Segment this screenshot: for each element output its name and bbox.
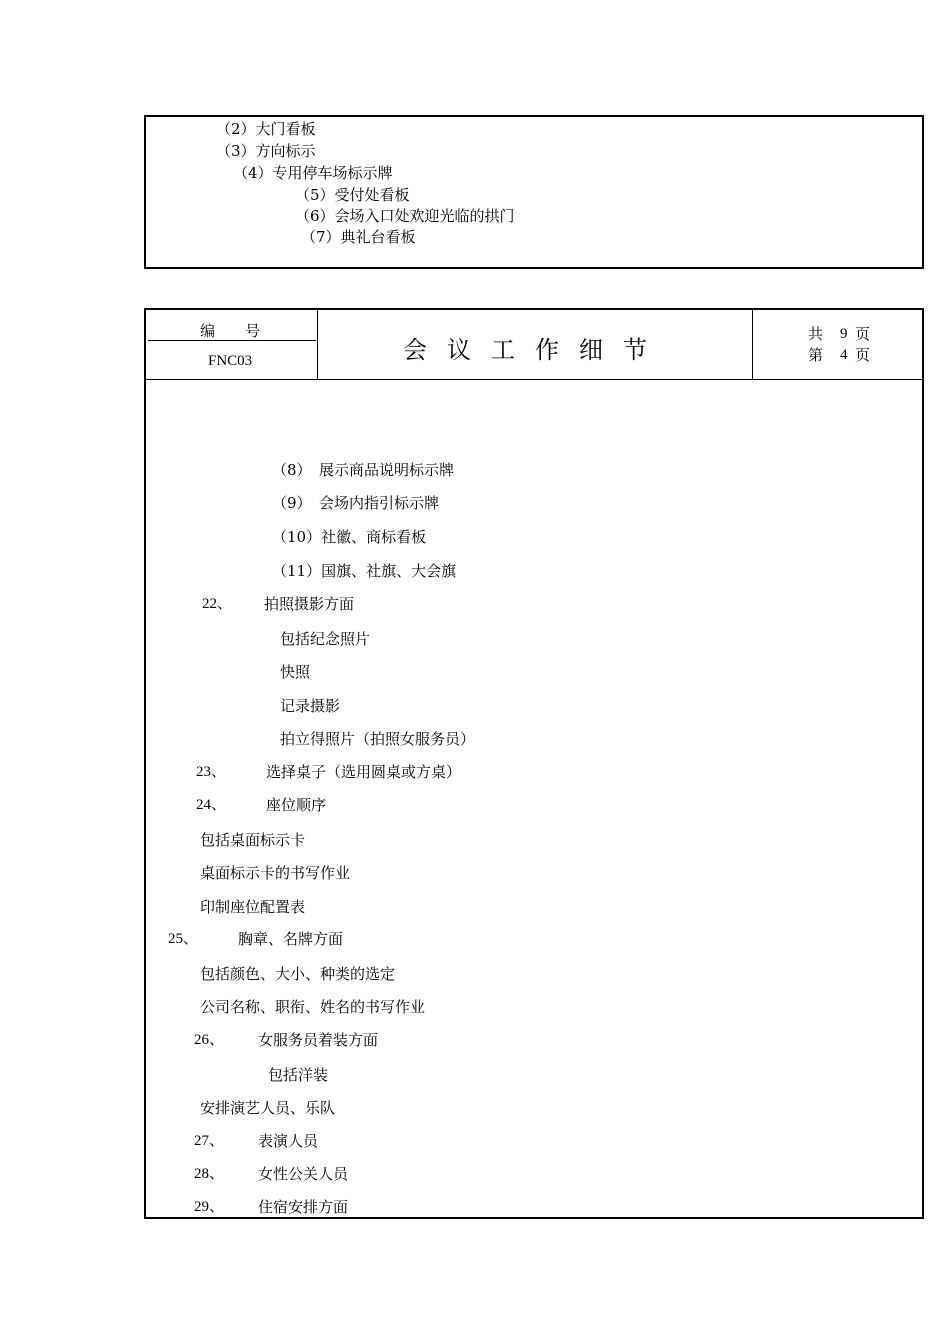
item-number: 23、	[196, 764, 227, 780]
section-heading: 表演人员	[258, 1132, 319, 1150]
section-heading: 女服务员着装方面	[258, 1031, 379, 1049]
list-item: 公司名称、职衔、姓名的书写作业	[200, 998, 426, 1016]
item-number: 27、	[194, 1133, 225, 1149]
total-pages: 9	[840, 326, 848, 342]
item-number: 28、	[194, 1166, 225, 1182]
item-number: 26、	[194, 1032, 225, 1048]
section-heading: 住宿安排方面	[258, 1198, 349, 1216]
header-table	[146, 310, 922, 380]
section-heading: 选择桌子（选用圆桌或方桌）	[266, 763, 462, 781]
list-item: （5）受付处看板	[295, 186, 410, 204]
page-box	[144, 308, 924, 1219]
page-label: 第	[808, 346, 824, 364]
section-heading: 拍照摄影方面	[264, 595, 355, 613]
section-heading: 座位顺序	[266, 796, 327, 814]
list-item: 桌面标示卡的书写作业	[200, 864, 351, 882]
list-item: 拍立得照片（拍照女服务员）	[280, 730, 476, 748]
list-item: 包括颜色、大小、种类的选定	[200, 965, 396, 983]
list-item: 包括纪念照片	[280, 630, 371, 648]
item-number: 24、	[196, 797, 227, 813]
list-item: （7）典礼台看板	[301, 228, 416, 246]
page-title: 会议工作细节	[403, 336, 667, 364]
section-heading: 女性公关人员	[258, 1165, 349, 1183]
list-item: （8） 展示商品说明标示牌	[272, 461, 455, 479]
code-value: FNC03	[208, 353, 253, 369]
page-number: 4	[840, 347, 848, 363]
list-item: （6）会场入口处欢迎光临的拱门	[295, 207, 515, 225]
total-unit: 页	[855, 325, 871, 343]
item-number: 22、	[202, 596, 233, 612]
list-item: 安排演艺人员、乐队	[200, 1099, 336, 1117]
list-item: （3）方向标示	[216, 142, 316, 160]
item-number: 29、	[194, 1199, 225, 1215]
item-number: 25、	[168, 931, 199, 947]
continuation-box	[144, 115, 924, 269]
list-item: （9） 会场内指引标示牌	[272, 494, 440, 512]
page-unit: 页	[855, 346, 871, 364]
list-item: 快照	[280, 663, 311, 681]
list-item: （2）大门看板	[216, 120, 316, 138]
list-item: 印制座位配置表	[200, 898, 306, 916]
code-label: 编 号	[200, 322, 261, 340]
header-divider	[752, 310, 753, 379]
list-item: 包括洋装	[268, 1066, 329, 1084]
list-item: （11）国旗、社旗、大会旗	[272, 562, 457, 580]
list-item: 包括桌面标示卡	[200, 831, 306, 849]
list-item: （10）社徽、商标看板	[272, 528, 427, 546]
total-label: 共	[808, 325, 824, 343]
section-heading: 胸章、名牌方面	[238, 930, 344, 948]
list-item: （4）专用停车场标示牌	[233, 164, 393, 182]
code-divider	[148, 340, 316, 341]
list-item: 记录摄影	[280, 697, 341, 715]
